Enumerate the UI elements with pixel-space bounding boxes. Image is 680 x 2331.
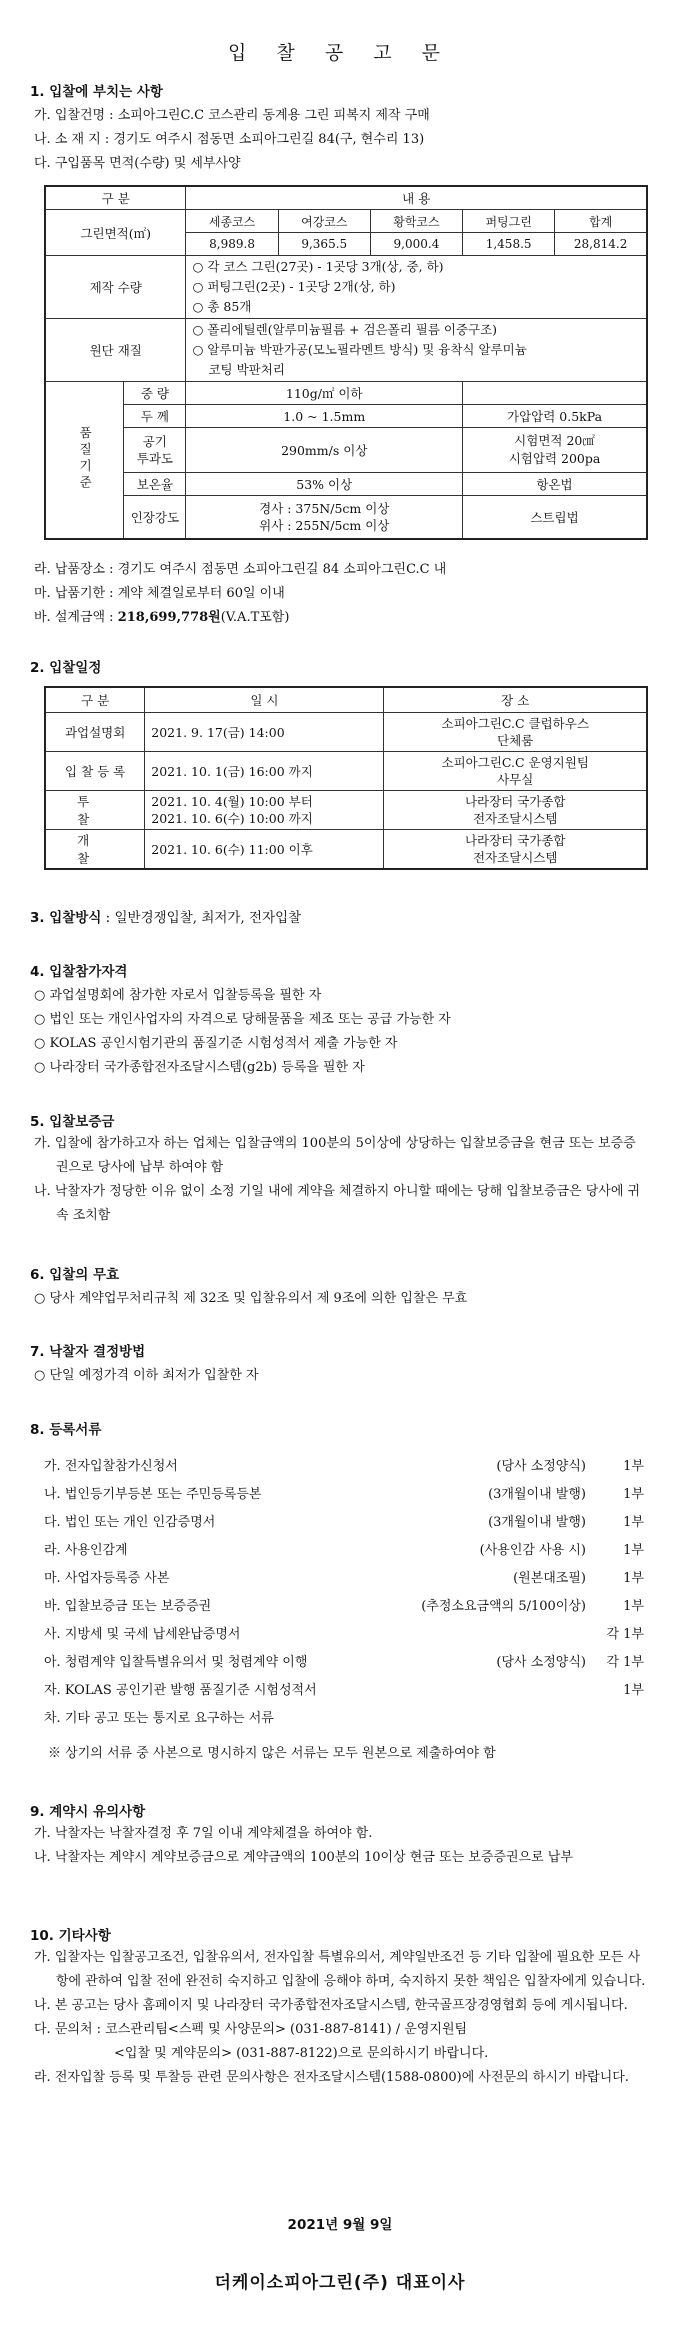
doc-count: 1부 bbox=[623, 1571, 644, 1586]
quality-row-left: 1.0 ~ 1.5mm bbox=[186, 405, 463, 428]
quality-row-left: 110g/㎡ 이하 bbox=[186, 382, 463, 405]
schedule-when: 2021. 10. 6(수) 11:00 이후 bbox=[145, 830, 384, 870]
section-3-text: : 일반경쟁입찰, 최저가, 전자입찰 bbox=[101, 910, 302, 926]
doc-name: 아. 청렴계약 입찰특별유의서 및 청렴계약 이행 bbox=[44, 1655, 308, 1670]
mat-line: 코팅 박판처리 bbox=[208, 362, 285, 377]
schedule-where-1: 소피아그린C.C 운영지원팀 bbox=[441, 755, 589, 770]
mat-label: 원단 재질 bbox=[45, 319, 186, 382]
schedule-name: 개 찰 bbox=[45, 830, 145, 870]
spec-header-gubun: 구 분 bbox=[45, 186, 186, 210]
table-row bbox=[45, 830, 647, 870]
schedule-where bbox=[384, 752, 647, 791]
schedule-header-ilsi: 일 시 bbox=[145, 687, 384, 713]
s6-text: ○ 당사 계약업무처리규칙 제 32조 및 입찰유의서 제 9조에 의한 입찰은 무효 bbox=[34, 1291, 468, 1306]
s9-body bbox=[34, 1822, 646, 1870]
page-title: 입 찰 공 고 문 bbox=[228, 42, 452, 64]
schedule-when-2: 2021. 10. 6(수) 10:00 까지 bbox=[151, 811, 313, 826]
schedule-where bbox=[384, 713, 647, 752]
section-3-heading: 3. 입찰방식 bbox=[30, 910, 102, 926]
s5-na: 나. 낙찰자가 정당한 이유 없이 소정 기일 내에 계약을 체결하지 아니할 때에는 당해 입찰보증금은 당사에 귀속 조치함 bbox=[34, 1184, 641, 1223]
schedule-table bbox=[44, 686, 648, 870]
col-name: 합계 bbox=[555, 210, 647, 233]
schedule-name: 과업설명회 bbox=[45, 713, 145, 752]
s10-da-1: 다. 문의처 : 코스관리팀<스펙 및 사양문의> (031-887-8141) / 운영지원팀 bbox=[34, 2022, 468, 2037]
s8-footnote: ※ 상기의 서류 중 사본으로 명시하지 않은 서류는 모두 원본으로 제출하여야 함 bbox=[48, 1746, 496, 1761]
quality-row-left: 290mm/s 이상 bbox=[186, 428, 463, 473]
doc-note: (사용인감 사용 시) bbox=[479, 1543, 586, 1558]
quality-row-left: 53% 이상 bbox=[186, 473, 463, 496]
area-value: 28,814.2 bbox=[555, 233, 647, 256]
doc-name: 다. 법인 또는 개인 인감증명서 bbox=[44, 1515, 216, 1530]
qty-line: ○ 퍼팅그린(2곳) - 1곳당 2개(상, 하) bbox=[192, 279, 396, 294]
doc-count: 1부 bbox=[623, 1599, 644, 1614]
quality-row-label: 중 량 bbox=[124, 382, 186, 405]
s1-item-da: 다. 구입품목 면적(수량) 및 세부사양 bbox=[34, 156, 241, 171]
s1-item-na: 나. 소 재 지 : 경기도 여주시 점동면 소피아그린길 84(구, 현수리 13) bbox=[34, 132, 425, 147]
section-1-heading: 1. 입찰에 부치는 사항 bbox=[30, 84, 163, 100]
col-name: 퍼팅그린 bbox=[463, 210, 555, 233]
s9-ga: 가. 낙찰자는 낙찰자결정 후 7일 이내 계약체결을 하여야 함. bbox=[34, 1826, 373, 1841]
qty-content bbox=[186, 256, 647, 319]
s7-text: ○ 단일 예정가격 이하 최저가 입찰한 자 bbox=[34, 1368, 259, 1383]
air-label-2: 투과도 bbox=[136, 451, 173, 466]
s10-ga: 가. 입찰자는 입찰공고조건, 입찰유의서, 전자입찰 특별유의서, 계약일반조건 등 기타 입찰에 필요한 모든 사항에 관하여 입찰 전에 완전히 숙지하고 입찰에 응해야 하며, 숙지하지 못한 책임은 입찰자에게 있습니다. bbox=[34, 1950, 646, 1989]
quality-row-label: 인장강도 bbox=[124, 496, 186, 540]
s10-body bbox=[34, 1946, 646, 2090]
section-5-heading: 5. 입찰보증금 bbox=[30, 1114, 115, 1130]
signature: 더케이소피아그린(주) 대표이사 bbox=[214, 2273, 466, 2293]
budget-value: 218,699,778원 bbox=[117, 610, 221, 625]
s10-ra: 라. 전자입찰 등록 및 투찰등 관련 문의사항은 전자조달시스템(1588-0800)에 사전문의 하시기 바랍니다. bbox=[34, 2070, 629, 2085]
air-label-1: 공기 bbox=[142, 434, 167, 449]
area-value: 9,000.4 bbox=[370, 233, 462, 256]
qty-line: ○ 총 85개 bbox=[192, 299, 252, 314]
area-value: 9,365.5 bbox=[278, 233, 370, 256]
s10-da-2: <입찰 및 계약문의> (031-887-8122)으로 문의하시기 바랍니다. bbox=[114, 2046, 489, 2061]
s4-item: ○ KOLAS 공인시험기관의 품질기준 시험성적서 제출 가능한 자 bbox=[34, 1036, 398, 1051]
doc-count: 각 1부 bbox=[606, 1655, 644, 1670]
doc-note: (당사 소정양식) bbox=[496, 1655, 586, 1670]
qty-label: 제작 수량 bbox=[45, 256, 186, 319]
doc-name: 마. 사업자등록증 사본 bbox=[44, 1571, 170, 1586]
schedule-where-2: 단체룸 bbox=[497, 733, 534, 748]
doc-count: 1부 bbox=[623, 1683, 644, 1698]
schedule-where bbox=[384, 791, 647, 830]
qty-line: ○ 각 코스 그린(27곳) - 1곳당 3개(상, 중, 하) bbox=[192, 259, 444, 274]
doc-name: 나. 법인등기부등본 또는 주민등록등본 bbox=[44, 1487, 262, 1502]
tensile-2: 위사 : 255N/5cm 이상 bbox=[259, 518, 390, 533]
quality-row-label: 두 께 bbox=[124, 405, 186, 428]
s1-item-ra: 라. 납품장소 : 경기도 여주시 점동면 소피아그린길 84 소피아그린C.C 내 bbox=[34, 562, 447, 577]
spec-table bbox=[44, 185, 648, 540]
doc-name: 가. 전자입찰참가신청서 bbox=[44, 1459, 178, 1474]
area-value: 8,989.8 bbox=[186, 233, 278, 256]
schedule-where-2: 전자조달시스템 bbox=[472, 811, 558, 826]
schedule-where bbox=[384, 830, 647, 870]
quality-row-left bbox=[186, 496, 463, 540]
quality-row-right: 가압압력 0.5kPa bbox=[463, 405, 647, 428]
table-row bbox=[45, 713, 647, 752]
spec-header-naeyong: 내 용 bbox=[186, 186, 647, 210]
quality-label bbox=[45, 382, 124, 540]
doc-count: 1부 bbox=[623, 1487, 644, 1502]
doc-name: 사. 지방세 및 국세 납세완납증명서 bbox=[44, 1627, 241, 1642]
s5-ga: 가. 입찰에 참가하고자 하는 업체는 입찰금액의 100분의 5이상에 상당하는 입찰보증금을 현금 또는 보증증권으로 당사에 납부 하여야 함 bbox=[34, 1136, 636, 1175]
doc-count: 1부 bbox=[623, 1459, 644, 1474]
s9-na: 나. 낙찰자는 계약시 계약보증금으로 계약금액의 100분의 10이상 현금 또는 보증증권으로 납부 bbox=[34, 1850, 573, 1865]
mat-line: ○ 폴리에틸렌(알루미늄필름 + 검은폴리 필름 이중구조) bbox=[192, 322, 498, 337]
schedule-where-1: 소피아그린C.C 클럽하우스 bbox=[441, 716, 589, 731]
doc-note: (3개월이내 발행) bbox=[488, 1515, 586, 1530]
s1-item-ma: 마. 납품기한 : 계약 체결일로부터 60일 이내 bbox=[34, 586, 285, 601]
schedule-when-1: 2021. 10. 4(월) 10:00 부터 bbox=[151, 794, 313, 809]
section-4-heading: 4. 입찰참가자격 bbox=[30, 964, 128, 980]
schedule-where-1: 나라장터 국가종합 bbox=[464, 794, 566, 809]
section-10-heading: 10. 기타사항 bbox=[30, 1928, 111, 1944]
mat-line: ○ 알루미늄 박판가공(모노필라멘트 방식) 및 융착식 알루미늄 bbox=[192, 342, 527, 357]
s1-item-ba bbox=[34, 606, 289, 625]
doc-note: (원본대조필) bbox=[513, 1571, 586, 1586]
section-8-heading: 8. 등록서류 bbox=[30, 1422, 102, 1438]
doc-note: (추정소요금액의 5/100이상) bbox=[421, 1599, 586, 1614]
quality-row-label bbox=[124, 428, 186, 473]
mat-content bbox=[186, 319, 647, 382]
table-row bbox=[45, 791, 647, 830]
doc-count: 1부 bbox=[623, 1515, 644, 1530]
section-9-heading: 9. 계약시 유의사항 bbox=[30, 1804, 146, 1820]
quality-row-label: 보온율 bbox=[124, 473, 186, 496]
s1-item-ga: 가. 입찰건명 : 소피아그린C.C 코스관리 동계용 그린 피복지 제작 구매 bbox=[34, 108, 430, 123]
s4-item: ○ 법인 또는 개인사업자의 자격으로 당해물품을 제조 또는 공급 가능한 자 bbox=[34, 1012, 451, 1027]
section-6-heading: 6. 입찰의 무효 bbox=[30, 1267, 120, 1283]
schedule-name: 입 찰 등 록 bbox=[45, 752, 145, 791]
budget-label: 바. 설계금액 : bbox=[34, 610, 118, 625]
document-date: 2021년 9월 9일 bbox=[287, 2217, 393, 2233]
doc-count: 각 1부 bbox=[606, 1627, 644, 1642]
col-name: 여강코스 bbox=[278, 210, 370, 233]
area-label: 그린면적(㎡) bbox=[45, 210, 186, 256]
schedule-where-2: 전자조달시스템 bbox=[472, 850, 558, 865]
s10-na: 나. 본 공고는 당사 홈페이지 및 나라장터 국가종합전자조달시스템, 한국골프장경영협회 등에 게시됩니다. bbox=[34, 1998, 628, 2013]
doc-name: 차. 기타 공고 또는 통지로 요구하는 서류 bbox=[44, 1711, 274, 1726]
schedule-when bbox=[145, 791, 384, 830]
col-name: 세종코스 bbox=[186, 210, 278, 233]
s5-body bbox=[34, 1132, 646, 1228]
quality-row-right: 스트립법 bbox=[463, 496, 647, 540]
section-3 bbox=[30, 906, 301, 926]
doc-name: 라. 사용인감계 bbox=[44, 1543, 128, 1558]
schedule-name: 투 찰 bbox=[45, 791, 145, 830]
section-7-heading: 7. 낙찰자 결정방법 bbox=[30, 1344, 146, 1360]
schedule-header-gubun: 구 분 bbox=[45, 687, 145, 713]
schedule-header-jangso: 장 소 bbox=[384, 687, 647, 713]
doc-name: 바. 입찰보증금 또는 보증증권 bbox=[44, 1599, 212, 1614]
doc-note: (당사 소정양식) bbox=[496, 1459, 586, 1474]
tensile-1: 경사 : 375N/5cm 이상 bbox=[259, 501, 390, 516]
air-right-1: 시험면적 20㎠ bbox=[514, 433, 595, 448]
air-right-2: 시험압력 200pa bbox=[508, 451, 601, 466]
budget-tail: (V.A.T포함) bbox=[220, 610, 290, 625]
table-row bbox=[45, 752, 647, 791]
schedule-where-1: 나라장터 국가종합 bbox=[464, 833, 566, 848]
doc-count: 1부 bbox=[623, 1543, 644, 1558]
quality-row-right bbox=[463, 428, 647, 473]
quality-row-right: 항온법 bbox=[463, 473, 647, 496]
quality-row-right bbox=[463, 382, 647, 405]
schedule-when: 2021. 10. 1(금) 16:00 까지 bbox=[145, 752, 384, 791]
section-2-heading: 2. 입찰일정 bbox=[30, 660, 102, 676]
s4-item: ○ 과업설명회에 참가한 자로서 입찰등록을 필한 자 bbox=[34, 988, 322, 1003]
col-name: 황학코스 bbox=[370, 210, 462, 233]
quality-label-text: 품질기준 bbox=[77, 425, 93, 492]
doc-name: 자. KOLAS 공인기관 발행 품질기준 시험성적서 bbox=[44, 1683, 317, 1698]
area-value: 1,458.5 bbox=[463, 233, 555, 256]
schedule-when: 2021. 9. 17(금) 14:00 bbox=[145, 713, 384, 752]
doc-note: (3개월이내 발행) bbox=[488, 1487, 586, 1502]
schedule-where-2: 사무실 bbox=[497, 772, 534, 787]
s4-item: ○ 나라장터 국가종합전자조달시스템(g2b) 등록을 필한 자 bbox=[34, 1060, 365, 1075]
